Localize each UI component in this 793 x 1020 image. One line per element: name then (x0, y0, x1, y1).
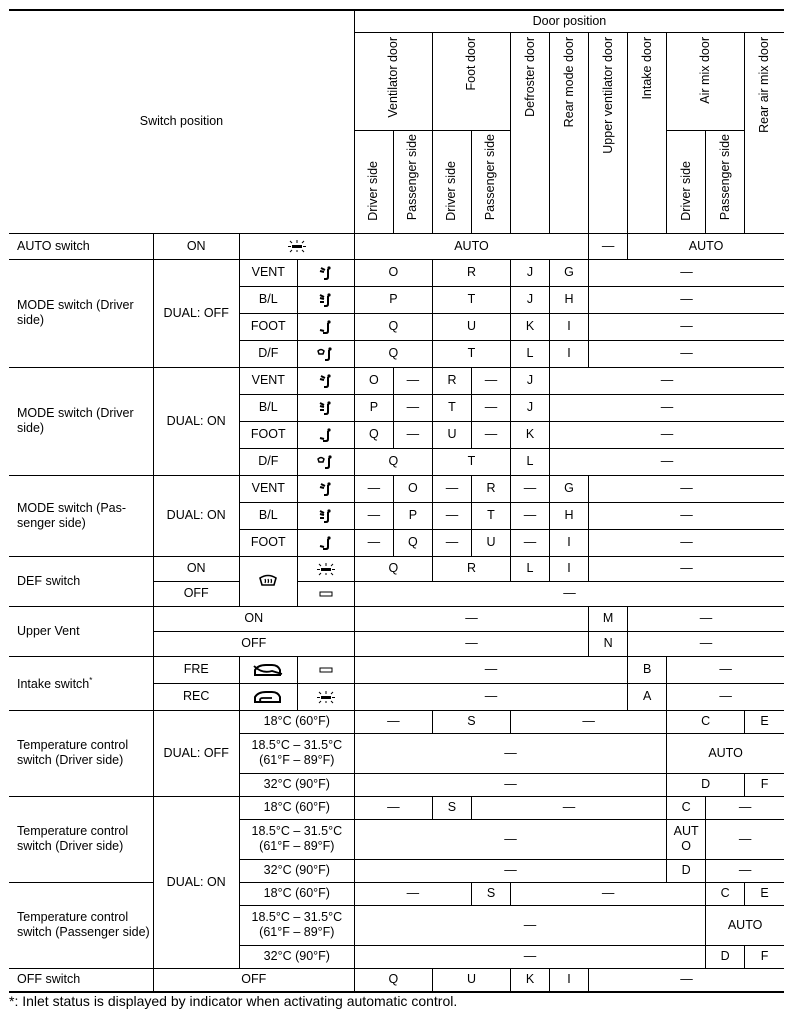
mode-name: FOOT (239, 421, 297, 448)
cell: — (354, 631, 588, 656)
cell: — (589, 968, 784, 992)
cell: U (471, 529, 510, 556)
upper-ventilator-door-header: Upper ventilator door (589, 32, 628, 233)
cell: S (471, 882, 510, 905)
cell: G (550, 475, 589, 502)
def-on-state: ON (153, 556, 239, 581)
upper-vent-on: ON (153, 606, 354, 631)
cell: T (432, 394, 471, 421)
indicator-unlit-icon (297, 656, 354, 683)
temperature-setting: 18°C (60°F) (239, 710, 354, 733)
bilevel-mode-icon (297, 394, 354, 421)
dual-state: DUAL: OFF (153, 710, 239, 796)
vent-mode-icon (297, 367, 354, 394)
cell: — (393, 367, 432, 394)
mode-name: FOOT (239, 313, 297, 340)
mode-name: B/L (239, 286, 297, 313)
cell: — (706, 819, 784, 859)
cell: — (706, 796, 784, 819)
mode-name: D/F (239, 340, 297, 367)
cell: M (589, 606, 628, 631)
dual-state: DUAL: ON (153, 796, 239, 968)
cell: — (589, 556, 784, 581)
air-mix-door-header: Air mix door (667, 32, 745, 130)
cell: U (432, 313, 510, 340)
cell: — (550, 421, 784, 448)
cell: T (432, 286, 510, 313)
cell: — (354, 773, 666, 796)
cell: R (432, 259, 510, 286)
defrost-foot-mode-icon (297, 448, 354, 475)
passenger-side-header: Passenger side (471, 130, 510, 233)
cell: — (511, 882, 706, 905)
cell: G (550, 259, 589, 286)
cell: — (354, 733, 666, 773)
cell: B (628, 656, 667, 683)
cell: — (354, 819, 666, 859)
cell: — (589, 340, 784, 367)
intake-switch-label: Intake switch* (9, 656, 153, 710)
vent-mode-icon (297, 259, 354, 286)
defroster-door-header: Defroster door (511, 32, 550, 233)
cell: — (471, 394, 510, 421)
rear-mode-door-header: Rear mode door (550, 32, 589, 233)
defrost-foot-mode-icon (297, 340, 354, 367)
cell: T (471, 502, 510, 529)
temperature-setting: 32°C (90°F) (239, 773, 354, 796)
cell: — (550, 394, 784, 421)
dual-state: DUAL: ON (153, 367, 239, 475)
cell: — (471, 421, 510, 448)
cell: — (354, 796, 432, 819)
dual-state: DUAL: ON (153, 475, 239, 556)
bilevel-mode-icon (297, 502, 354, 529)
cell: — (354, 502, 393, 529)
cell: — (354, 529, 393, 556)
cell: — (589, 313, 784, 340)
cell: Q (354, 340, 432, 367)
passenger-side-header: Passenger side (393, 130, 432, 233)
cell: — (511, 710, 667, 733)
cell: J (511, 367, 550, 394)
ventilator-door-header: Ventilator door (354, 32, 432, 130)
indicator-lit-icon (297, 556, 354, 581)
temperature-setting: 18.5°C – 31.5°C (61°F – 89°F) (239, 905, 354, 945)
cell: — (589, 502, 784, 529)
off-switch-label: OFF switch (9, 968, 153, 992)
dual-state: DUAL: OFF (153, 259, 239, 367)
foot-mode-icon (297, 313, 354, 340)
mode-name: VENT (239, 259, 297, 286)
cell: I (550, 529, 589, 556)
cell: I (550, 313, 589, 340)
cell: C (706, 882, 745, 905)
intake-rec-state: REC (153, 683, 239, 710)
cell: — (589, 259, 784, 286)
cell: — (628, 631, 784, 656)
cell: E (745, 710, 784, 733)
mode-switch-label: MODE switch (Driver side) (9, 259, 153, 367)
cell: — (354, 882, 471, 905)
temp-control-label: Temperature control switch (Driver side) (9, 710, 153, 796)
mode-name: FOOT (239, 529, 297, 556)
rear-air-mix-door-header: Rear air mix door (745, 32, 784, 233)
cell: Q (354, 313, 432, 340)
cell: — (589, 475, 784, 502)
foot-mode-icon (297, 421, 354, 448)
cell: R (432, 367, 471, 394)
cell: K (511, 421, 550, 448)
intake-fre-state: FRE (153, 656, 239, 683)
temp-control-label: Temperature control switch (Driver side) (9, 796, 153, 882)
cell: D (706, 945, 745, 968)
indicator-lit-icon (239, 233, 354, 259)
cell: P (393, 502, 432, 529)
cell: U (432, 421, 471, 448)
mode-switch-label: MODE switch (Driver side) (9, 367, 153, 475)
recirculation-icon (239, 683, 297, 710)
cell: — (667, 683, 784, 710)
indicator-unlit-icon (297, 581, 354, 606)
cell: — (354, 945, 705, 968)
cell: Q (354, 968, 432, 992)
cell: — (706, 859, 784, 882)
mode-name: D/F (239, 448, 297, 475)
cell: — (432, 502, 471, 529)
cell: O (354, 259, 432, 286)
cell: R (432, 556, 510, 581)
cell: L (511, 448, 550, 475)
cell: C (667, 796, 706, 819)
cell: O (393, 475, 432, 502)
mode-name: B/L (239, 394, 297, 421)
temperature-setting: 18.5°C – 31.5°C (61°F – 89°F) (239, 819, 354, 859)
cell: — (667, 656, 784, 683)
temperature-setting: 32°C (90°F) (239, 859, 354, 882)
cell: F (745, 945, 784, 968)
cell: C (667, 710, 745, 733)
cell: P (354, 394, 393, 421)
foot-mode-icon (297, 529, 354, 556)
switch-position-header: Switch position (9, 10, 354, 233)
off-switch-state: OFF (153, 968, 354, 992)
cell: AUTO (667, 733, 784, 773)
cell: Q (354, 448, 432, 475)
cell: L (511, 340, 550, 367)
passenger-side-header: Passenger side (706, 130, 745, 233)
auto-switch-state: ON (153, 233, 239, 259)
driver-side-header: Driver side (667, 130, 706, 233)
auto-switch-label: AUTO switch (9, 233, 153, 259)
cell: K (511, 968, 550, 992)
temperature-setting: 32°C (90°F) (239, 945, 354, 968)
cell: — (511, 475, 550, 502)
cell: — (589, 286, 784, 313)
cell: H (550, 502, 589, 529)
temp-control-passenger-label: Temperature control switch (Passenger side) (9, 882, 153, 968)
cell: — (432, 475, 471, 502)
cell: J (511, 394, 550, 421)
auto-value: AUTO (354, 233, 588, 259)
auto-value: AUTO (628, 233, 784, 259)
indicator-lit-icon (297, 683, 354, 710)
cell: A (628, 683, 667, 710)
mode-name: VENT (239, 475, 297, 502)
cell: S (432, 796, 471, 819)
cell: Q (393, 529, 432, 556)
bilevel-mode-icon (297, 286, 354, 313)
cell: L (511, 556, 550, 581)
cell: Q (354, 421, 393, 448)
cell: — (393, 421, 432, 448)
cell: I (550, 556, 589, 581)
cell: S (432, 710, 510, 733)
driver-side-header: Driver side (354, 130, 393, 233)
cell: — (354, 859, 666, 882)
cell: T (432, 448, 510, 475)
cell: P (354, 286, 432, 313)
cell: J (511, 286, 550, 313)
temperature-setting: 18.5°C – 31.5°C (61°F – 89°F) (239, 733, 354, 773)
cell: J (511, 259, 550, 286)
cell: I (550, 340, 589, 367)
cell: — (393, 394, 432, 421)
driver-side-header: Driver side (432, 130, 471, 233)
cell: — (550, 448, 784, 475)
foot-door-header: Foot door (432, 32, 510, 130)
cell: D (667, 859, 706, 882)
fresh-air-icon (239, 656, 297, 683)
cell: AUTO (706, 905, 784, 945)
cell: — (354, 606, 588, 631)
cell: — (354, 581, 784, 606)
cell: I (550, 968, 589, 992)
cell: R (471, 475, 510, 502)
cell: D (667, 773, 745, 796)
intake-door-header: Intake door (628, 32, 667, 233)
cell: — (550, 367, 784, 394)
mode-name: B/L (239, 502, 297, 529)
temperature-setting: 18°C (60°F) (239, 882, 354, 905)
cell: AUT O (667, 819, 706, 859)
cell: — (354, 683, 627, 710)
upper-vent-off: OFF (153, 631, 354, 656)
cell: K (511, 313, 550, 340)
upper-vent-label: Upper Vent (9, 606, 153, 656)
cell: — (354, 905, 705, 945)
mode-name: VENT (239, 367, 297, 394)
cell: — (589, 529, 784, 556)
cell: H (550, 286, 589, 313)
def-off-state: OFF (153, 581, 239, 606)
cell: E (745, 882, 784, 905)
cell: — (354, 710, 432, 733)
cell: — (511, 502, 550, 529)
door-position-table (9, 9, 784, 993)
footnote: *: Inlet status is displayed by indicator when activating automatic control. (9, 993, 458, 1009)
cell: — (471, 367, 510, 394)
defroster-icon (239, 556, 297, 606)
def-switch-label: DEF switch (9, 556, 153, 606)
vent-mode-icon (297, 475, 354, 502)
cell: — (354, 656, 627, 683)
cell: Q (354, 556, 432, 581)
upper-vent-value: — (589, 233, 628, 259)
cell: — (471, 796, 666, 819)
cell: — (511, 529, 550, 556)
mode-switch-passenger-label: MODE switch (Pas-senger side) (9, 475, 153, 556)
cell: — (628, 606, 784, 631)
cell: — (354, 475, 393, 502)
temperature-setting: 18°C (60°F) (239, 796, 354, 819)
cell: N (589, 631, 628, 656)
door-position-header: Door position (354, 10, 784, 32)
cell: U (432, 968, 510, 992)
cell: T (432, 340, 510, 367)
cell: O (354, 367, 393, 394)
cell: — (432, 529, 471, 556)
cell: F (745, 773, 784, 796)
